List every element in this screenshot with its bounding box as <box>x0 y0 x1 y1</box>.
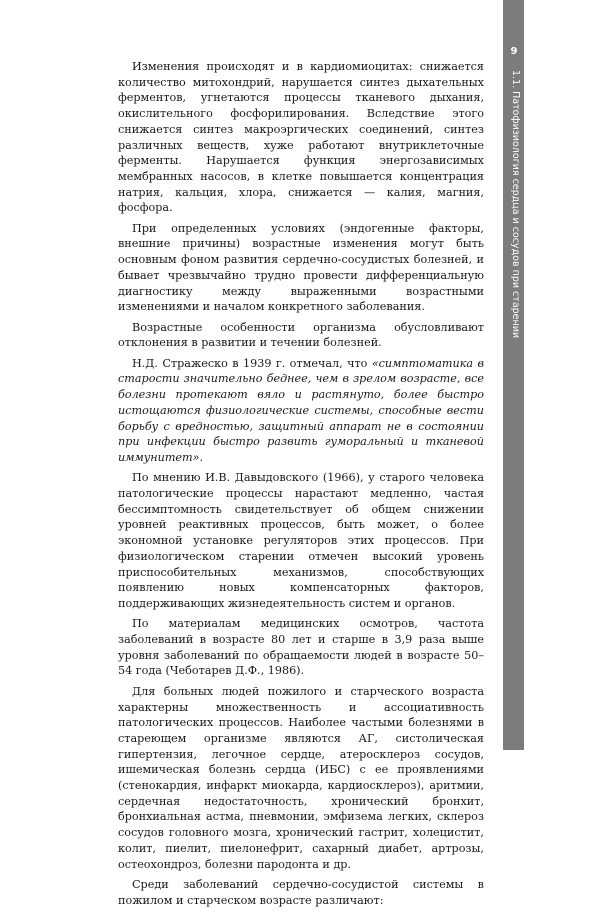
paragraph-davydovsky: По мнению И.В. Давыдовского (1966), у старого человека патологические процессы нарастают медленно, частая бессимптомность свидетельствует об общем снижении уровней реактивных процессов, быть может, о более экономной установке регуляторов этих процессов. При физиологическом старении отмечен высокий уровень приспособительных механизмов, способствующих появлению новых компенсаторных факторов, поддерживающих жизнедеятельность систем и органов. <box>118 471 484 610</box>
page-number: 9 <box>510 46 518 57</box>
quote-intro: Н.Д. Стражеско в 1939 г. отмечал, что <box>132 356 372 370</box>
body-text <box>118 59 484 913</box>
running-head: 1.1. Патофизиология сердца и сосудов при старении <box>510 70 521 339</box>
page-margin-strip <box>524 0 600 750</box>
paragraph-conditions: При определенных условиях (эндогенные факторы, внешние причины) возрастные изменения могут быть основным фоном развития сердечно-сосудистых болезней, и бывает чрезвычайно трудно провести дифференциальную диагностику между выраженными возрастными изменениями и началом конкретного заболевания. <box>118 221 484 314</box>
paragraph-medical-exams: По материалам медицинских осмотров, частота заболеваний в возрасте 80 лет и старше в 3,9 раза выше уровня заболеваний по обращаемости людей в возрасте 50–54 года (Чеботарев Д.Ф., 1986). <box>118 617 484 678</box>
quote-end: . <box>199 450 204 464</box>
paragraph-strazhesko-quote <box>118 356 484 466</box>
quote-text: «симптоматика в старости значительно беднее, чем в зрелом возрасте, все болезни протекают вяло и растянуто, более быстро истощаются физиологические системы, способные вести борьбу с вредностью, защитный аппарат не в состоянии при инфекции быстро развить гуморальный и тканевой иммунитет» <box>118 356 484 464</box>
paragraph-cardiomyocytes: Изменения происходят и в кардиомиоцитах: снижается количество митохондрий, нарушается синтез дыхательных ферментов, угнетаются процессы тканевого дыхания, окислительного фосфорилирования. Вследствие этого снижается синтез макроэргических соединений, синтез различных веществ, хуже работают внутриклеточные ферменты. Нарушается функция энергозависимых мембранных насосов, в клетке повышается концентрация натрия, кальция, хлора, снижается — калия, магния, фосфора. <box>118 60 484 215</box>
paragraph-diseases-list: Для больных людей пожилого и старческого возраста характерны множественность и ассоциативность патологических процессов. Наиболее частыми болезнями в стареющем организме являются АГ, систолическая гипертензия, легочное сердце, атеросклероз сосудов, ишемическая болезнь сердца (ИБС) с ее проявлениями (стенокардия, инфаркт миокарда, кардиосклероз), аритмии, сердечная недостаточность, хронический бронхит, бронхиальная астма, пневмонии, эмфизема легких, склероз сосудов головного мозга, хронический гастрит, холецистит, колит, пиелит, пиелонефрит, сахарный диабет, артрозы, остеохондроз, болезни пародонта и др. <box>118 684 484 871</box>
paragraph-age-features: Возрастные особенности организма обусловливают отклонения в развитии и течении болезней. <box>118 320 484 350</box>
paragraph-cardiovascular-intro: Среди заболеваний сердечно-сосудистой системы в пожилом и старческом возрасте различают: <box>118 877 484 907</box>
